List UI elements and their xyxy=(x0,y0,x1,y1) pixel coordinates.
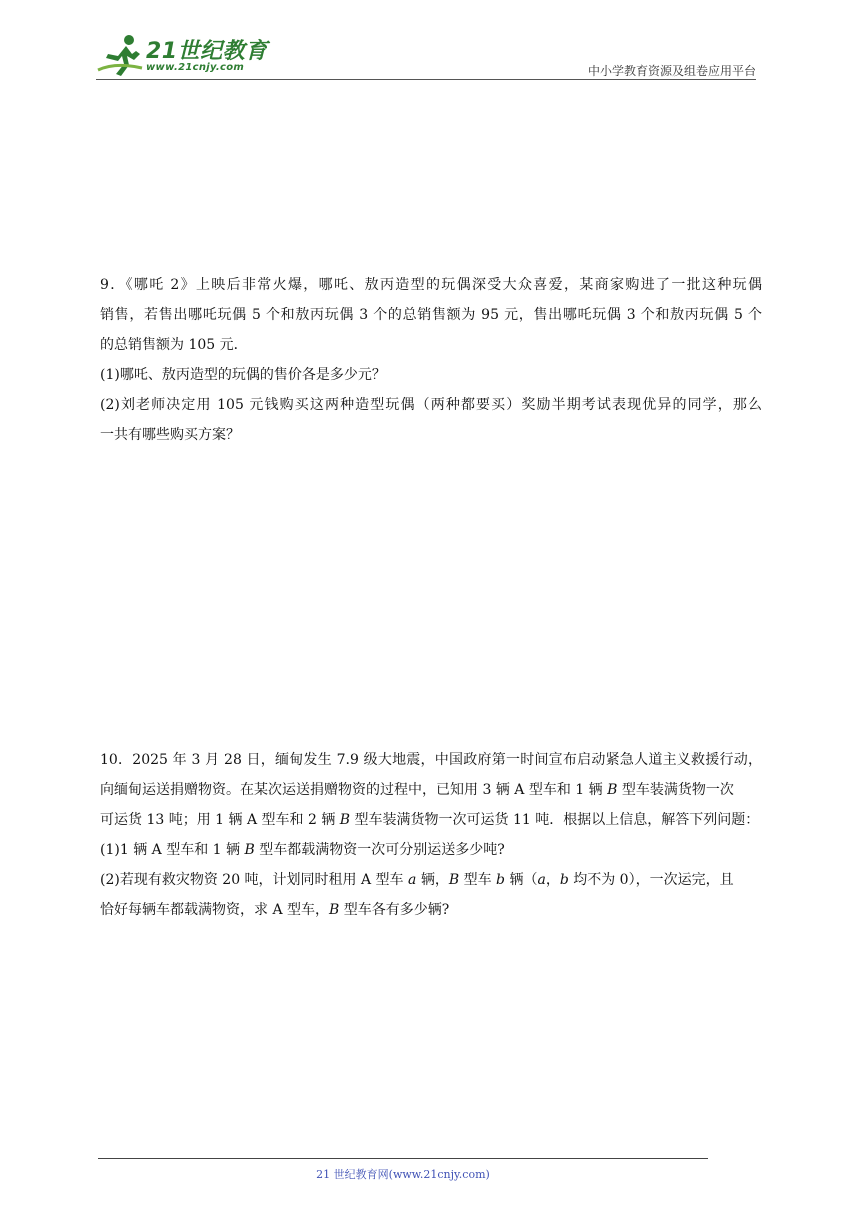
q9-line: 销售，若售出哪吒玩偶 5 个和敖丙玩偶 3 个的总销售额为 95 元，售出哪吒玩偶 3 个和敖丙玩偶 5 个 xyxy=(100,307,762,323)
q9-subquestion-1: (1)哪吒、敖丙造型的玩偶的售价各是多少元？ xyxy=(100,367,386,383)
var-b: B xyxy=(607,782,618,798)
runner-logo-icon xyxy=(96,32,146,78)
var-b: B xyxy=(329,902,340,918)
platform-title: 中小学教育资源及组卷应用平台 xyxy=(587,64,756,78)
q9-subquestion-2: (2)刘老师决定用 105 元钱购买这两种造型玩偶（两种都要买）奖励半期考试表现优异的同学，那么 xyxy=(100,397,762,413)
q10-line xyxy=(100,775,762,805)
q10-subquestion-1 xyxy=(100,835,762,865)
var-b: B xyxy=(448,872,460,888)
footer-text: 21 世纪教育网(www.21cnjy.com) xyxy=(316,1168,490,1181)
text: 均不为 0），一次运完，且 xyxy=(568,872,734,888)
var-b: B xyxy=(339,812,351,828)
page-header xyxy=(96,32,756,80)
q9-line: 9．《哪吒 2》上映后非常火爆，哪吒、敖丙造型的玩偶深受大众喜爱，某商家购进了一批这种玩偶 xyxy=(100,277,762,293)
question-9 xyxy=(100,270,762,450)
text: (1)1 辆 A 型车和 1 辆 xyxy=(100,842,245,858)
var-b-lower: b xyxy=(496,872,505,888)
var-b-lower: b xyxy=(559,872,569,888)
header-divider xyxy=(96,79,756,80)
text: 可运货 13 吨；用 1 辆 A 型车和 2 辆 xyxy=(100,812,340,828)
q9-line: 一共有哪些购买方案？ xyxy=(100,427,240,443)
question-10 xyxy=(100,745,762,925)
q10-subquestion-2 xyxy=(100,865,762,895)
text: 型车 xyxy=(459,872,497,888)
logo-url: www.21cnjy.com xyxy=(146,62,245,73)
q9-line: 的总销售额为 105 元． xyxy=(100,337,248,353)
var-b: B xyxy=(244,842,255,858)
q10-line xyxy=(100,895,762,925)
var-a: a xyxy=(408,872,417,888)
text: (2)若现有救灾物资 20 吨，计划同时租用 A 型车 xyxy=(100,872,409,888)
q10-line xyxy=(100,805,762,835)
text: 型车装满货物一次 xyxy=(617,782,734,798)
logo-text: 21世纪教育 xyxy=(146,39,268,64)
text: 向缅甸运送捐赠物资。在某次运送捐赠物资的过程中，已知用 3 辆 A 型车和 1 辆 xyxy=(100,782,608,798)
text: 型车都载满物资一次可分别运送多少吨? xyxy=(254,842,505,858)
text: 恰好每辆车都载满物资，求 A 型车， xyxy=(100,902,330,918)
text: 型车各有多少辆? xyxy=(339,902,450,918)
text: 辆， xyxy=(416,872,449,888)
logo xyxy=(96,32,271,78)
footer-divider xyxy=(98,1158,708,1159)
var-a: a xyxy=(537,872,546,888)
q10-line: 10．2025 年 3 月 28 日，缅甸发生 7.9 级大地震，中国政府第一时间宣布启动紧急人道主义救援行动， xyxy=(100,752,762,768)
text: 型车装满货物一次可运货 11 吨．根据以上信息，解答下列问题： xyxy=(350,812,760,828)
text: ， xyxy=(545,872,560,888)
text: 辆（ xyxy=(505,872,538,888)
